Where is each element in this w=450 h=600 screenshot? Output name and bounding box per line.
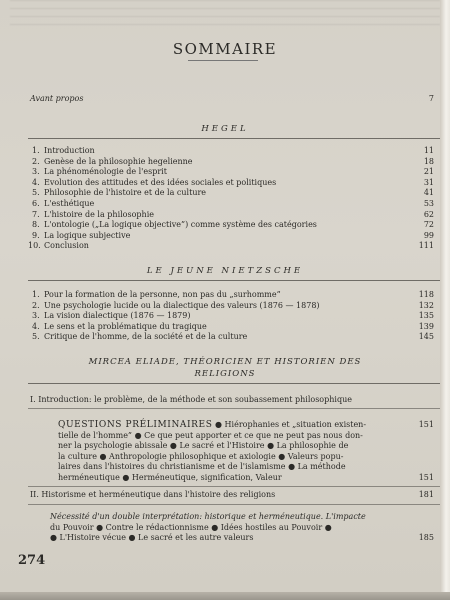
questions-title: QUESTIONS PRÉLIMINAIRES	[58, 420, 213, 430]
avant-propos-label: Avant propos	[30, 94, 84, 103]
subsection-divider	[28, 408, 440, 409]
nietzsche-item-page: 132	[418, 300, 434, 310]
questions-line-1	[58, 420, 406, 431]
hegel-item-label: L'esthétique	[44, 199, 95, 208]
nietzsche-item-label: Pour la formation de la personne, non pas du „surhomme”	[44, 290, 281, 299]
nietzsche-item-label: Critique de l'homme, de la société et de la culture	[44, 332, 248, 342]
hegel-item-page: 11	[423, 146, 434, 155]
hegel-item-label: Genèse de la philosophie hegelienne	[44, 156, 193, 166]
hegel-item-page: 21	[423, 167, 434, 177]
hegel-item-number: 1.	[32, 146, 40, 155]
section-divider	[28, 383, 440, 384]
hegel-item-label: La logique subjective	[44, 230, 131, 240]
title-underline	[188, 60, 258, 61]
hegel-item-page: 41	[423, 188, 434, 198]
nietzsche-item-number: 5.	[32, 332, 40, 342]
eliade-part2-label: II. Historisme et herméneutique dans l'histoire des religions	[30, 490, 276, 499]
hegel-item-number: 8.	[32, 220, 40, 230]
questions-line-5: laires dans l'histoires du christianisme et de l'islamisme ● La méthode	[58, 462, 346, 471]
page-title: SOMMAIRE	[172, 40, 278, 58]
subsection-divider	[28, 504, 440, 505]
part2-block	[50, 512, 410, 544]
hegel-item-label: Evolution des attitudes et des idées sociales et politiques	[44, 177, 277, 187]
section-heading-eliade-2: RELIGIONS	[194, 369, 256, 379]
questions-block	[58, 420, 406, 483]
nietzsche-item-label: La vision dialectique (1876 — 1879)	[44, 311, 191, 321]
hegel-item-number: 2.	[32, 156, 40, 166]
hegel-item-page: 72	[423, 220, 434, 230]
questions-line-3: ner la psychologie abissale ● Le sacré et l'Histoire ● La philosophie de	[58, 441, 349, 450]
hegel-item-page: 31	[423, 177, 434, 187]
eliade-part1-label: I. Introduction: le problème, de la méthode et son soubassement philosophique	[30, 395, 352, 404]
part2-line-2: du Pouvoir ● Contre le rédactionnisme ● Idées hostiles au Pouvoir ●	[50, 522, 332, 532]
part2-line-3: ● L'Histoire vécue ● Le sacré et les autre valeurs	[50, 533, 254, 542]
hegel-item-label: Philosophie de l'histoire et de la culture	[44, 188, 207, 198]
page-number: 274	[18, 553, 46, 568]
hegel-item-label: Conclusion	[44, 241, 89, 251]
eliade-part2-page: 181	[418, 490, 434, 499]
hegel-item-number: 4.	[32, 177, 40, 187]
hegel-item-page: 53	[423, 199, 434, 208]
hegel-item-label: La phénoménologie de l'esprit	[44, 167, 167, 177]
part2-page-b: 185	[418, 533, 434, 542]
section-heading-nietzsche: LE JEUNE NIETZSCHE	[146, 266, 304, 276]
hegel-item-label: Introduction	[44, 146, 95, 155]
nietzsche-item-page: 145	[418, 332, 434, 342]
questions-text-1: ● Hiérophanies et „situation existen-	[215, 420, 367, 429]
section-heading-eliade-1: MIRCEA ELIADE, THÉORICIEN ET HISTORIEN DES	[88, 357, 362, 367]
nietzsche-item-number: 1.	[32, 290, 40, 299]
hegel-item-number: 5.	[32, 188, 40, 198]
part2-line-1: Nécessité d'un double interprétation: historique et herméneutique. L'impacte	[50, 512, 366, 521]
nietzsche-item-page: 139	[418, 321, 434, 331]
subsection-divider	[28, 486, 440, 487]
questions-line-4: la culture ● Anthropologie philosophique et axiologie ● Valeurs popu-	[58, 451, 344, 461]
hegel-item-number: 3.	[32, 167, 40, 177]
questions-page-b: 151	[418, 473, 434, 482]
section-divider	[28, 138, 440, 139]
page-edge	[440, 0, 450, 600]
hegel-item-number: 6.	[32, 199, 40, 208]
hegel-item-label: L'ontologie („La logique objective”) comme système des catégories	[44, 220, 317, 230]
bleed-through-text	[10, 0, 440, 28]
nietzsche-item-label: Le sens et la problématique du tragique	[44, 321, 207, 331]
hegel-item-page: 111	[418, 241, 434, 251]
hegel-item-number: 7.	[32, 209, 40, 219]
nietzsche-item-number: 4.	[32, 321, 40, 331]
questions-line-2: tielle de l'homme” ● Ce que peut apporter et ce que ne peut pas nous don-	[58, 430, 363, 440]
hegel-item-page: 18	[423, 156, 434, 166]
questions-line-6: herméneutique ● Herméneutique, signification, Valeur	[58, 472, 282, 482]
section-heading-hegel: HEGEL	[201, 124, 249, 134]
avant-propos-page: 7	[428, 94, 434, 103]
nietzsche-item-page: 118	[418, 290, 434, 299]
nietzsche-item-page: 135	[418, 311, 434, 321]
hegel-item-number: 10.	[28, 241, 41, 251]
section-divider	[28, 280, 440, 281]
nietzsche-item-label: Une psychologie lucide ou la dialectique des valeurs (1876 — 1878)	[44, 300, 320, 310]
nietzsche-item-number: 3.	[32, 311, 40, 321]
page-bottom-edge	[0, 592, 450, 600]
hegel-item-number: 9.	[32, 230, 40, 240]
questions-page-a: 151	[418, 420, 434, 429]
nietzsche-item-number: 2.	[32, 300, 40, 310]
hegel-item-page: 99	[423, 230, 434, 240]
hegel-item-page: 62	[423, 209, 434, 219]
hegel-item-label: L'histoire de la philosophie	[44, 209, 154, 219]
